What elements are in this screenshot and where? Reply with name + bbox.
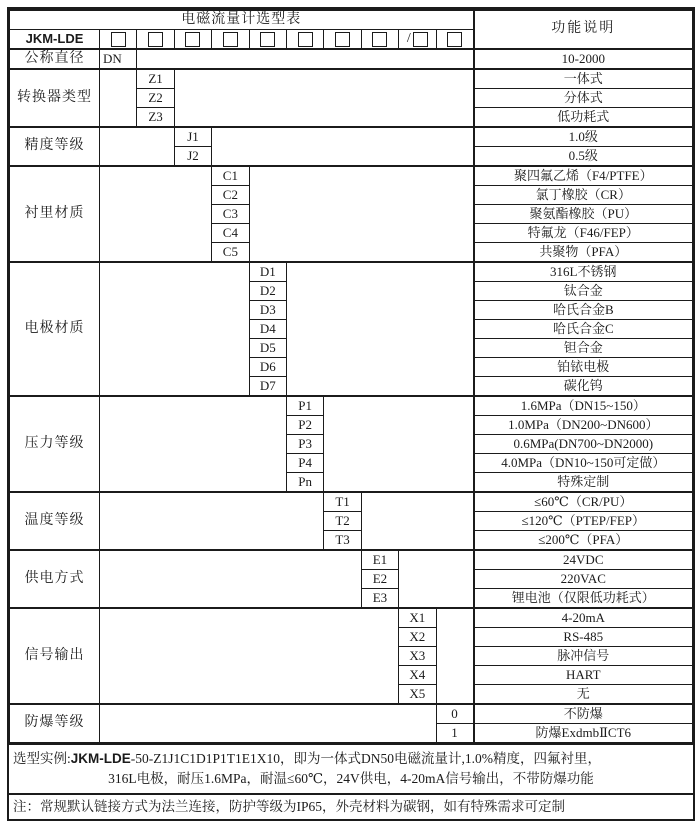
code-cell-Z3: Z3	[137, 108, 174, 128]
section-label-2: 转换器类型	[10, 69, 100, 127]
description-cell-D2: 钛合金	[474, 282, 693, 301]
model-prefix-cell: JKM-LDE	[10, 30, 100, 50]
spec-sheet	[7, 7, 695, 821]
code-cell-J2: J2	[174, 147, 211, 167]
description-cell-C4: 特氟龙（F46/FEP）	[474, 224, 693, 243]
description-cell-X2: RS-485	[474, 628, 693, 647]
empty-cell	[100, 550, 362, 608]
code-cell-C5: C5	[212, 243, 249, 263]
code-cell-D5: D5	[249, 339, 286, 358]
description-cell-D1: 316L不锈钢	[474, 262, 693, 282]
slash-separator: /	[406, 30, 411, 46]
description-cell-E2: 220VAC	[474, 570, 693, 589]
model-checkbox-cell-2	[137, 30, 174, 50]
section-label-6: 压力等级	[10, 396, 100, 492]
code-cell-Z2: Z2	[137, 89, 174, 108]
code-cell-D3: D3	[249, 301, 286, 320]
empty-cell	[137, 49, 474, 69]
selection-example-block	[9, 743, 693, 793]
checkbox-icon	[413, 32, 428, 47]
table-row	[10, 49, 693, 69]
example-model: JKM-LDE	[70, 751, 131, 766]
model-checkbox-cell-1	[100, 30, 137, 50]
checkbox-icon	[148, 32, 163, 47]
code-cell-P3: P3	[286, 435, 323, 454]
model-checkbox-cell-10	[436, 30, 474, 50]
section-label-8: 供电方式	[10, 550, 100, 608]
description-cell-D6: 铂铱电极	[474, 358, 693, 377]
description-cell-0: 不防爆	[474, 704, 693, 724]
description-cell-C1: 聚四氟乙烯（F4/PTFE）	[474, 166, 693, 186]
description-cell-DN: 10-2000	[474, 49, 693, 69]
code-cell-C2: C2	[212, 186, 249, 205]
table-row	[10, 166, 693, 186]
model-checkbox-cell-3	[174, 30, 211, 50]
code-cell-D7: D7	[249, 377, 286, 397]
table-row	[10, 550, 693, 570]
model-checkbox-cell-8	[361, 30, 398, 50]
empty-cell	[174, 69, 473, 127]
description-cell-Z1: 一体式	[474, 69, 693, 89]
description-cell-Pn: 特殊定制	[474, 473, 693, 493]
description-cell-J2: 0.5级	[474, 147, 693, 167]
description-cell-D4: 哈氏合金C	[474, 320, 693, 339]
empty-cell	[100, 69, 137, 127]
note-line: 注：常规默认链接方式为法兰连接，防护等级为IP65，外壳材料为碳钢，如有特殊需求可定制	[9, 793, 693, 819]
description-cell-C3: 聚氨酯橡胶（PU）	[474, 205, 693, 224]
model-checkbox-cell-6	[286, 30, 323, 50]
code-cell-E3: E3	[361, 589, 398, 609]
code-cell-1: 1	[436, 724, 474, 743]
code-cell-Pn: Pn	[286, 473, 323, 493]
empty-cell	[100, 608, 399, 704]
description-cell-Z2: 分体式	[474, 89, 693, 108]
section-label-3: 精度等级	[10, 127, 100, 166]
function-column-header: 功能说明	[474, 10, 693, 49]
description-cell-J1: 1.0级	[474, 127, 693, 147]
empty-cell	[100, 262, 250, 396]
code-cell-X2: X2	[399, 628, 436, 647]
description-cell-T1: ≤60℃（CR/PU）	[474, 492, 693, 512]
empty-cell	[399, 550, 474, 608]
section-label-9: 信号输出	[10, 608, 100, 704]
description-cell-D3: 哈氏合金B	[474, 301, 693, 320]
description-cell-P4: 4.0MPa（DN10~150可定做）	[474, 454, 693, 473]
table-row	[10, 127, 693, 147]
code-cell-D4: D4	[249, 320, 286, 339]
code-cell-0: 0	[436, 704, 474, 724]
model-checkbox-cell-4	[212, 30, 249, 50]
model-checkbox-cell-7	[324, 30, 361, 50]
checkbox-icon	[447, 32, 462, 47]
model-checkbox-cell-5	[249, 30, 286, 50]
description-cell-Z3: 低功耗式	[474, 108, 693, 128]
table-row	[10, 396, 693, 416]
code-cell-X4: X4	[399, 666, 436, 685]
description-cell-C5: 共聚物（PFA）	[474, 243, 693, 263]
empty-cell	[436, 608, 474, 704]
table-row	[10, 704, 693, 724]
description-cell-E1: 24VDC	[474, 550, 693, 570]
description-cell-X4: HART	[474, 666, 693, 685]
empty-cell	[100, 166, 212, 262]
section-label-10: 防爆等级	[10, 704, 100, 743]
code-cell-X5: X5	[399, 685, 436, 705]
code-cell-Z1: Z1	[137, 69, 174, 89]
description-cell-T2: ≤120℃（PTEP/FEP）	[474, 512, 693, 531]
section-label-5: 电极材质	[10, 262, 100, 396]
code-cell-X3: X3	[399, 647, 436, 666]
code-cell-D1: D1	[249, 262, 286, 282]
checkbox-icon	[223, 32, 238, 47]
code-cell-DN: DN	[100, 49, 137, 69]
title-row	[10, 10, 693, 30]
empty-cell	[249, 166, 474, 262]
description-cell-D7: 碳化钨	[474, 377, 693, 397]
code-cell-C1: C1	[212, 166, 249, 186]
section-label-4: 衬里材质	[10, 166, 100, 262]
code-cell-D2: D2	[249, 282, 286, 301]
description-cell-D5: 钽合金	[474, 339, 693, 358]
selection-table	[9, 9, 693, 743]
example-prefix: 选型实例:	[13, 751, 71, 766]
description-cell-P3: 0.6MPa(DN700~DN2000)	[474, 435, 693, 454]
empty-cell	[100, 127, 175, 166]
section-label-1: 公称直径	[10, 49, 100, 69]
code-cell-T1: T1	[324, 492, 361, 512]
table-row	[10, 492, 693, 512]
example-line1-rest: -50-Z1J1C1D1P1T1E1X10，即为一体式DN50电磁流量计,1.0%精度，四氟衬里，	[130, 751, 602, 766]
table-row	[10, 608, 693, 628]
description-cell-P2: 1.0MPa（DN200~DN600）	[474, 416, 693, 435]
checkbox-icon	[335, 32, 350, 47]
code-cell-T2: T2	[324, 512, 361, 531]
code-cell-C4: C4	[212, 224, 249, 243]
code-cell-E2: E2	[361, 570, 398, 589]
table-row	[10, 262, 693, 282]
code-cell-P2: P2	[286, 416, 323, 435]
section-label-7: 温度等级	[10, 492, 100, 550]
table-row	[10, 69, 693, 89]
code-cell-X1: X1	[399, 608, 436, 628]
description-cell-X1: 4-20mA	[474, 608, 693, 628]
code-cell-T3: T3	[324, 531, 361, 551]
description-cell-X5: 无	[474, 685, 693, 705]
example-line-2: 316L电极，耐压1.6MPa，耐温≤60℃，24V供电，4-20mA信号输出，不带防爆功能	[108, 771, 594, 786]
description-cell-P1: 1.6MPa（DN15~150）	[474, 396, 693, 416]
description-cell-1: 防爆ExdmbⅡCT6	[474, 724, 693, 743]
empty-cell	[324, 396, 474, 492]
empty-cell	[212, 127, 474, 166]
code-cell-P1: P1	[286, 396, 323, 416]
example-line-1	[9, 745, 693, 769]
empty-cell	[100, 704, 437, 743]
empty-cell	[361, 492, 473, 550]
code-cell-C3: C3	[212, 205, 249, 224]
checkbox-icon	[298, 32, 313, 47]
checkbox-icon	[185, 32, 200, 47]
table-title: 电磁流量计选型表	[10, 10, 474, 30]
empty-cell	[100, 492, 324, 550]
description-cell-T3: ≤200℃（PFA）	[474, 531, 693, 551]
empty-cell	[100, 396, 287, 492]
description-cell-C2: 氯丁橡胶（CR）	[474, 186, 693, 205]
checkbox-icon	[260, 32, 275, 47]
model-checkbox-cell-9	[399, 30, 436, 50]
empty-cell	[286, 262, 473, 396]
description-cell-X3: 脉冲信号	[474, 647, 693, 666]
checkbox-icon	[372, 32, 387, 47]
checkbox-icon	[111, 32, 126, 47]
description-cell-E3: 锂电池（仅限低功耗式）	[474, 589, 693, 609]
code-cell-E1: E1	[361, 550, 398, 570]
code-cell-J1: J1	[174, 127, 211, 147]
code-cell-D6: D6	[249, 358, 286, 377]
code-cell-P4: P4	[286, 454, 323, 473]
